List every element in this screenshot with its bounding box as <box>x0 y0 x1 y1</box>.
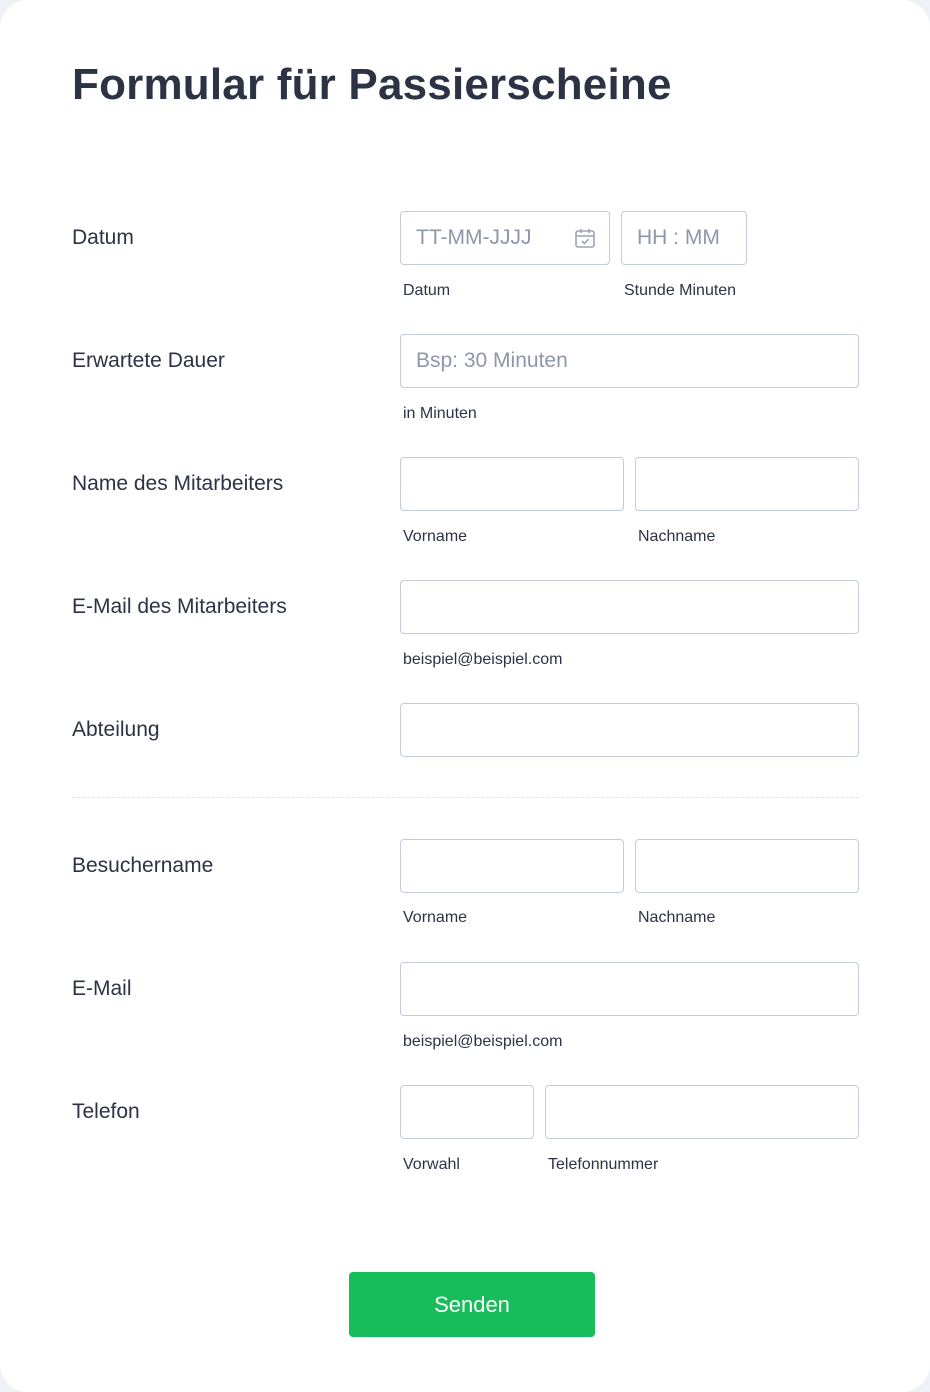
phone-area-code-sublabel: Vorwahl <box>403 1156 460 1173</box>
employee-email-input[interactable] <box>400 580 859 634</box>
time-input[interactable] <box>621 211 747 265</box>
phone-number-sublabel: Telefonnummer <box>548 1156 659 1173</box>
phone-number-input[interactable] <box>545 1085 859 1139</box>
employee-email-label: E-Mail des Mitarbeiters <box>72 595 287 618</box>
department-input[interactable] <box>400 703 859 757</box>
employee-last-name-sublabel: Nachname <box>638 528 716 545</box>
employee-first-name-sublabel: Vorname <box>403 528 468 545</box>
visitor-first-name-sublabel: Vorname <box>403 909 468 926</box>
employee-first-name-input[interactable] <box>400 457 624 511</box>
duration-input[interactable] <box>400 334 859 388</box>
department-label: Abteilung <box>72 718 160 741</box>
employee-name-label: Name des Mitarbeiters <box>72 472 284 495</box>
phone-area-code-input[interactable] <box>400 1085 534 1139</box>
calendar-icon[interactable] <box>574 227 596 249</box>
email-label: E-Mail <box>72 977 132 1000</box>
employee-last-name-input[interactable] <box>635 457 859 511</box>
duration-label: Erwartete Dauer <box>72 349 225 372</box>
time-sublabel: Stunde Minuten <box>624 282 737 299</box>
email-input[interactable] <box>400 962 859 1016</box>
submit-button[interactable]: Senden <box>349 1272 595 1337</box>
date-label: Datum <box>72 226 134 249</box>
section-divider <box>72 797 859 798</box>
visitor-name-label: Besuchername <box>72 854 214 877</box>
employee-email-sublabel: beispiel@beispiel.com <box>403 651 563 668</box>
date-sublabel: Datum <box>403 282 451 299</box>
email-sublabel: beispiel@beispiel.com <box>403 1033 563 1050</box>
visitor-last-name-sublabel: Nachname <box>638 909 716 926</box>
page-title: Formular für Passierscheine <box>72 60 672 109</box>
visitor-first-name-input[interactable] <box>400 839 624 893</box>
phone-label: Telefon <box>72 1100 140 1123</box>
visitor-last-name-input[interactable] <box>635 839 859 893</box>
duration-sublabel: in Minuten <box>403 405 477 422</box>
